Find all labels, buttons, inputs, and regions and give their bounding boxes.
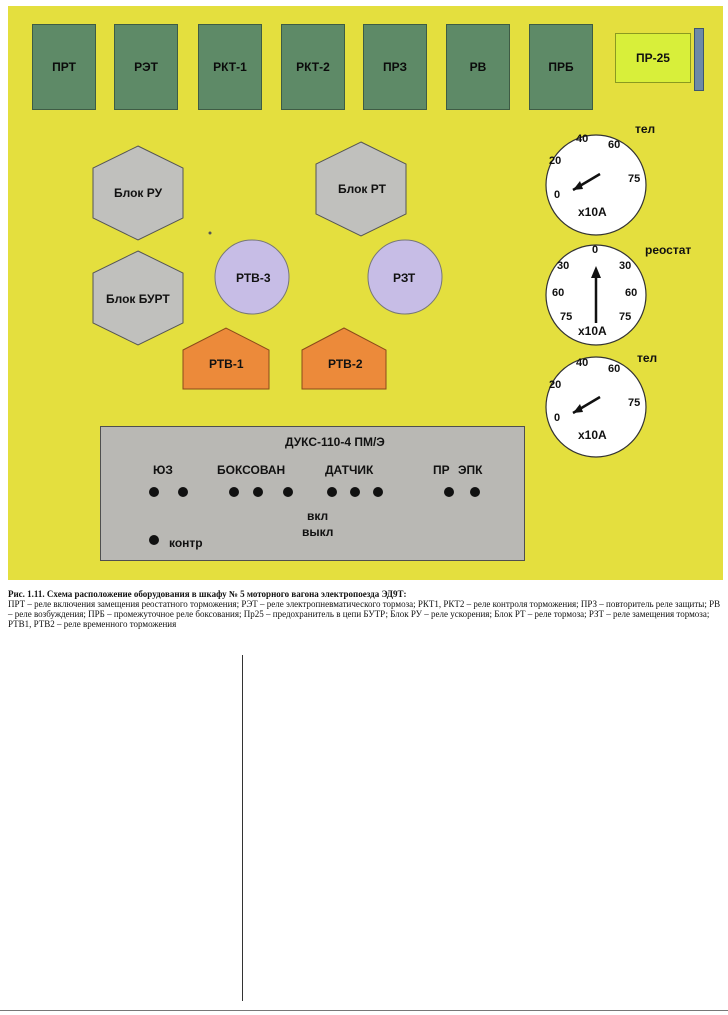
duks-led [283, 487, 293, 497]
gauge-label: реостат [645, 243, 692, 257]
block-rt-label: Блок РТ [338, 182, 386, 196]
gauge-tick: 30 [619, 260, 632, 272]
duks-contr-led [149, 535, 159, 545]
page-divider-horizontal [0, 1010, 728, 1011]
gauge-tick: 60 [608, 139, 621, 151]
gauge-tick: 60 [552, 287, 565, 299]
caption-title: Рис. 1.11. Схема расположение оборудования в шкафу № 5 моторного вагона электропоезда ЭД9Т: [8, 589, 407, 599]
page-divider-vertical [242, 655, 243, 1001]
rzt-label: РЗТ [393, 271, 416, 285]
rtv3-label: РТВ-3 [236, 271, 271, 285]
relay-label: ПРТ [52, 60, 76, 74]
gauge-tick: 30 [557, 260, 570, 272]
duks-panel [100, 426, 525, 561]
gauge-tick: 0 [554, 189, 561, 201]
duks-on-label: вкл [307, 509, 329, 523]
relay-label: РКТ-1 [213, 60, 247, 74]
rtv1-label: РТВ-1 [209, 357, 244, 371]
gauge-tick: 60 [608, 363, 621, 375]
gauge-tick: 20 [549, 155, 562, 167]
duks-group-epk: ЭПК [458, 463, 483, 477]
gauge-tick: 20 [549, 379, 562, 391]
equipment-cabinet-panel [8, 6, 723, 580]
duks-led [253, 487, 263, 497]
gauge-unit: x10A [578, 428, 607, 442]
duks-title: ДУКС-110-4 ПМ/Э [285, 435, 385, 449]
duks-off-label: выкл [302, 525, 334, 539]
block-ru-label: Блок РУ [114, 186, 163, 200]
fuse-label: ПР-25 [636, 51, 670, 65]
duks-group-pr: ПР [433, 463, 450, 477]
gauge-label: тел [635, 122, 656, 136]
gauge-tick: 0 [592, 244, 599, 256]
relay-label: ПРЗ [383, 60, 407, 74]
gauge-unit: x10A [578, 324, 607, 338]
relay-label: ПРБ [548, 60, 574, 74]
gauge-tick: 75 [628, 173, 641, 185]
duks-led [444, 487, 454, 497]
duks-led [373, 487, 383, 497]
gauge-tick: 60 [625, 287, 638, 299]
duks-led [327, 487, 337, 497]
duks-contr-label: контр [169, 536, 203, 550]
gauge-tick: 40 [576, 357, 589, 369]
gauge-tick: 75 [619, 311, 632, 323]
rtv2-label: РТВ-2 [328, 357, 363, 371]
gauge-top [546, 135, 646, 235]
gauge-tick: 40 [576, 133, 589, 145]
duks-group-yuz: ЮЗ [153, 463, 173, 477]
gauge-tick: 75 [628, 397, 641, 409]
caption-text: ПРТ – реле включения замещения реостатного торможения; РЭТ – реле электропневматического тормоза; РКТ1, РКТ2 – реле контроля торможения; ПРЗ – повторитель реле защиты; РВ – реле возбуждения; ПРБ – промежуточное реле боксования; Пр25 – предохранитель в цепи БУТР; Блок РУ – реле ускорения; Блок РТ – реле тормоза; РЗТ – реле замещения тормоза; РТВ1, РТВ2 – реле временного торможения [8, 599, 721, 629]
duks-group-boksovan: БОКСОВАН [217, 463, 286, 477]
duks-led [229, 487, 239, 497]
gauge-unit: x10A [578, 205, 607, 219]
duks-led [350, 487, 360, 497]
duks-group-datchik: ДАТЧИК [325, 463, 374, 477]
gauge-label: тел [637, 351, 658, 365]
duks-led [470, 487, 480, 497]
gauge-tick: 75 [560, 311, 573, 323]
relay-label: РКТ-2 [296, 60, 330, 74]
block-burt-label: Блок БУРТ [106, 292, 170, 306]
figure-caption [8, 589, 722, 629]
relay-label: РВ [469, 60, 487, 74]
duks-led [149, 487, 159, 497]
relay-label: РЭТ [134, 60, 158, 74]
duks-led [178, 487, 188, 497]
gauge-tick: 0 [554, 412, 561, 424]
